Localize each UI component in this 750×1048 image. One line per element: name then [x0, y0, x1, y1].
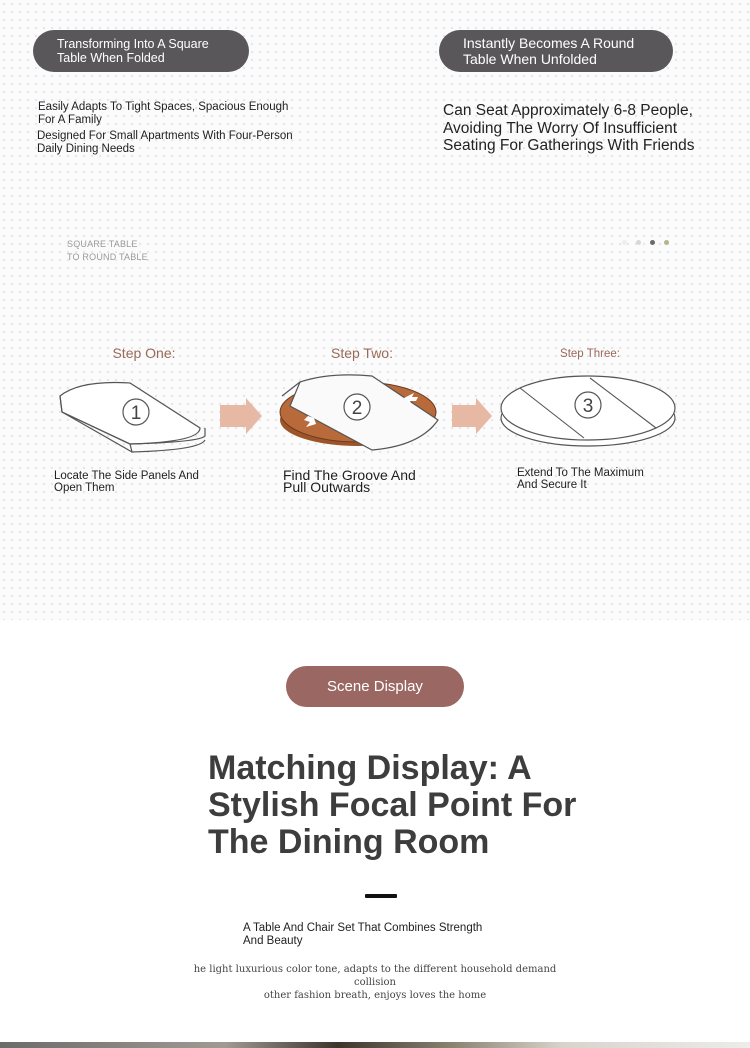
step-three-title: Step Three: [560, 348, 620, 360]
step-three-number: 3 [582, 396, 594, 417]
carousel-dot[interactable] [636, 240, 641, 245]
carousel-dot[interactable] [650, 240, 655, 245]
step-one-title: Step One: [112, 345, 176, 361]
carousel-dot[interactable] [622, 240, 627, 245]
dining-room-photo [0, 1042, 750, 1048]
arrow-one-icon [220, 398, 262, 434]
folded-description-1: Easily Adapts To Tight Spaces, Spacious Enough For A Family [38, 101, 289, 126]
step-two-description: Find The Groove And Pull Outwards [283, 467, 416, 495]
scene-subheading: A Table And Chair Set That Combines Strength And Beauty [243, 922, 483, 947]
scene-caption: he light luxurious color tone, adapts to the different household demand collision other fashion breath, enjoys loves the home [193, 964, 557, 1001]
scene-headline: Matching Display: A Stylish Focal Point For The Dining Room [208, 749, 577, 861]
unfolded-label-pill [439, 30, 673, 72]
headline-divider [365, 894, 397, 898]
step-two-title: Step Two: [330, 345, 393, 361]
step-two-number: 2 [351, 398, 363, 419]
section-label: SQUARE TABLE TO ROUND TABLE [67, 239, 148, 262]
carousel-dots [622, 240, 669, 245]
unfolded-description: Can Seat Approximately 6-8 People, Avoiding The Worry Of Insufficient Seating For Gatherings With Friends [443, 102, 695, 154]
folding-steps-diagram [0, 360, 750, 470]
step-one-number: 1 [130, 403, 142, 424]
folded-description-2: Designed For Small Apartments With Four-Person Daily Dining Needs [37, 130, 293, 155]
carousel-dot[interactable] [664, 240, 669, 245]
folded-label-text: Transforming Into A Square Table When Folded [57, 37, 209, 65]
unfolded-label-text: Instantly Becomes A Round Table When Unfolded [463, 35, 635, 67]
scene-display-button[interactable]: Scene Display [286, 666, 464, 707]
step-one-description: Locate The Side Panels And Open Them [54, 470, 199, 494]
arrow-two-icon [452, 398, 492, 434]
step-three-description: Extend To The Maximum And Secure It [517, 467, 644, 491]
folded-label-pill [33, 30, 249, 72]
